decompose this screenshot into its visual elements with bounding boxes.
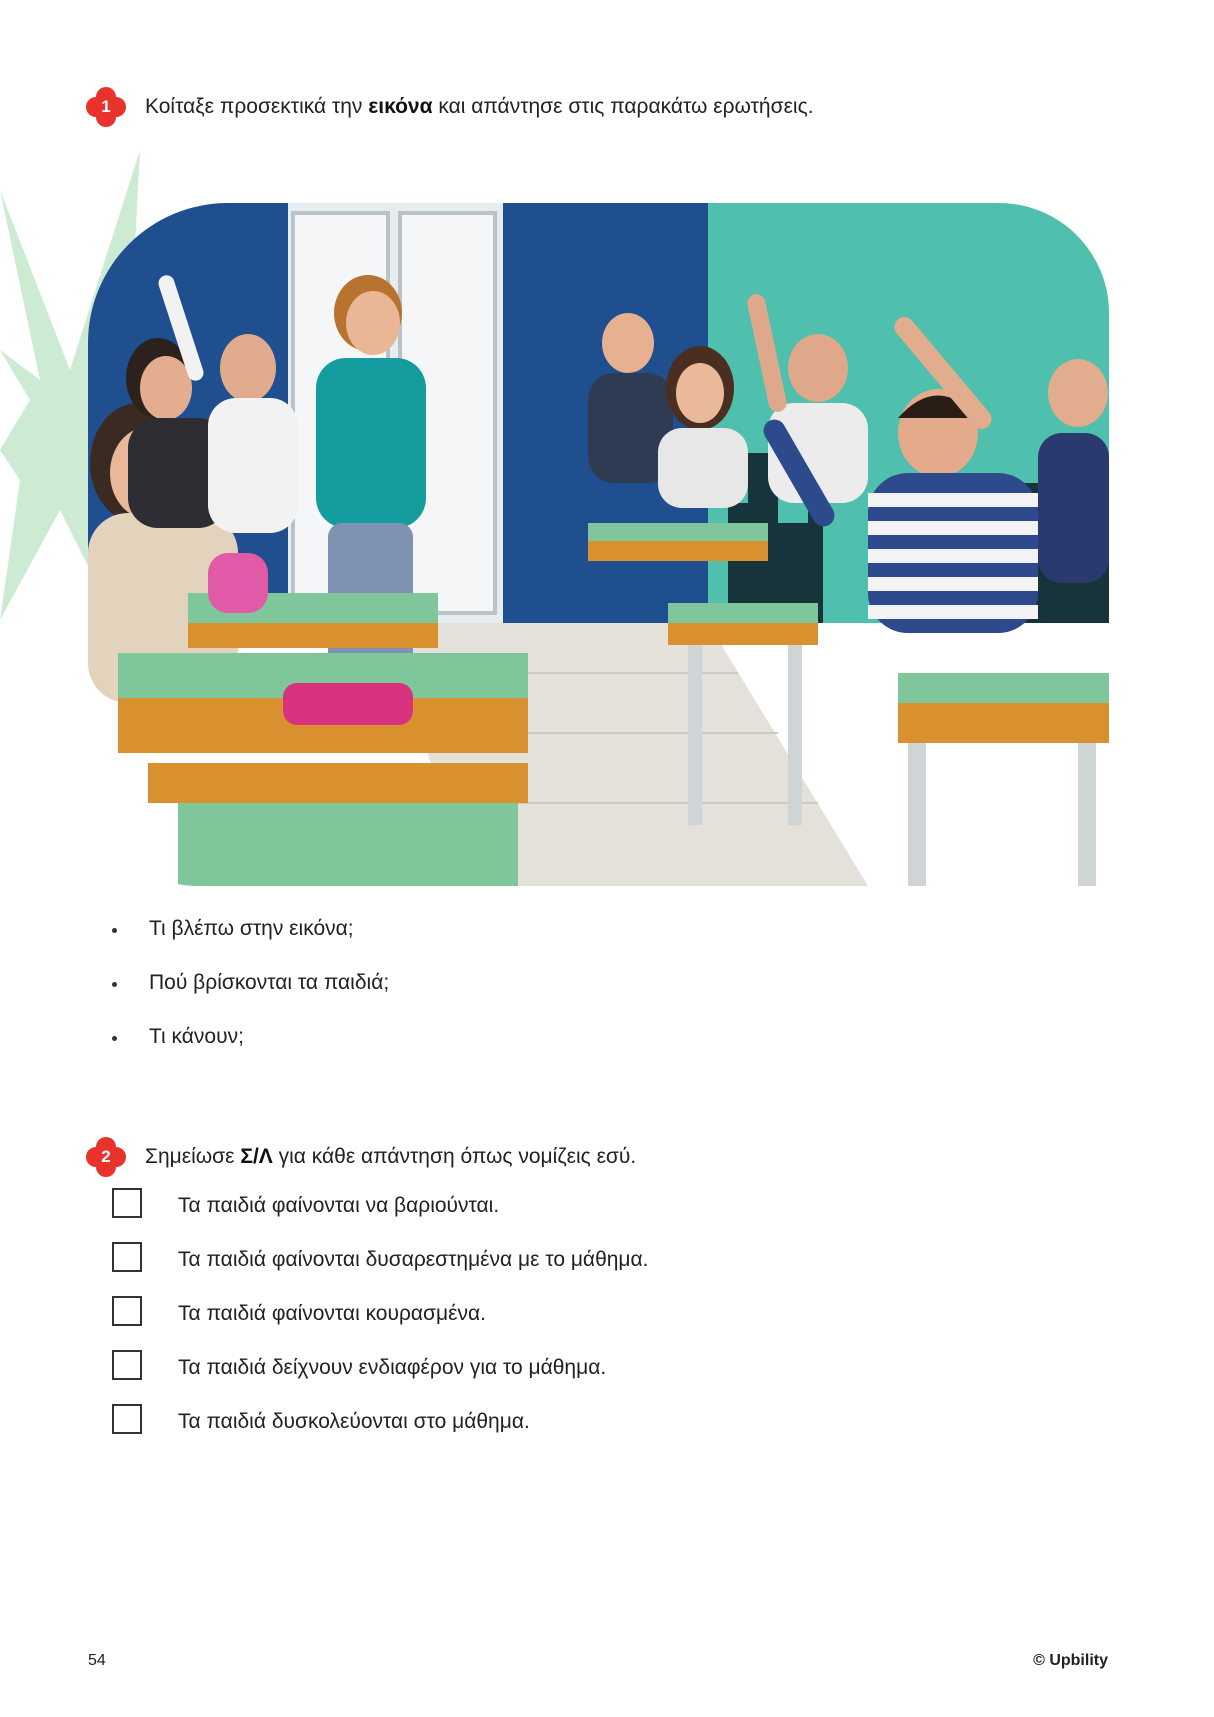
section-1-badge (86, 87, 126, 127)
instruction-bold: Σ/Λ (240, 1145, 273, 1168)
instruction-bold: εικόνα (368, 95, 433, 118)
question-text: Τι κάνουν; (149, 1025, 244, 1048)
statement-text: Τα παιδιά δυσκολεύονται στο μάθημα. (178, 1410, 530, 1433)
bullet-dot-icon (112, 982, 117, 987)
instruction-text-end: για κάθε απάντηση όπως νομίζεις εσύ. (272, 1145, 637, 1168)
empty-checkbox-icon[interactable] (112, 1404, 142, 1434)
empty-checkbox-icon[interactable] (112, 1296, 142, 1326)
section-1-number: 1 (101, 97, 111, 116)
question-text: Τι βλέπω στην εικόνα; (149, 917, 354, 940)
page-number: 54 (88, 1652, 106, 1669)
question-item (110, 1023, 389, 1077)
section-2-instruction (145, 1143, 636, 1171)
bullet-dot-icon (112, 928, 117, 933)
instruction-text: Σημείωσε (145, 1145, 241, 1168)
question-text: Πού βρίσκονται τα παιδιά; (149, 971, 390, 994)
statement-text: Τα παιδιά φαίνονται να βαριούνται. (178, 1194, 500, 1217)
bullet-dot-icon (112, 1036, 117, 1041)
empty-checkbox-icon[interactable] (112, 1350, 142, 1380)
classroom-photo (88, 203, 1109, 886)
section-1-instruction (145, 93, 814, 121)
empty-checkbox-icon[interactable] (112, 1188, 142, 1218)
instruction-text-end: και απάντησε στις παρακάτω ερωτήσεις. (432, 95, 814, 118)
empty-checkbox-icon[interactable] (112, 1242, 142, 1272)
statement-text: Τα παιδιά φαίνονται δυσαρεστημένα με το μάθημα. (178, 1248, 649, 1271)
questions-list (110, 915, 389, 1077)
statement-text: Τα παιδιά φαίνονται κουρασμένα. (178, 1302, 486, 1325)
question-item (110, 969, 389, 1023)
section-2-badge (86, 1137, 126, 1177)
question-item (110, 915, 389, 969)
instruction-text: Κοίταξε προσεκτικά την (145, 95, 369, 118)
section-2-number: 2 (101, 1147, 111, 1166)
statement-text: Τα παιδιά δείχνουν ενδιαφέρον για το μάθημα. (178, 1356, 607, 1379)
copyright-notice: © Upbility (1033, 1652, 1108, 1669)
